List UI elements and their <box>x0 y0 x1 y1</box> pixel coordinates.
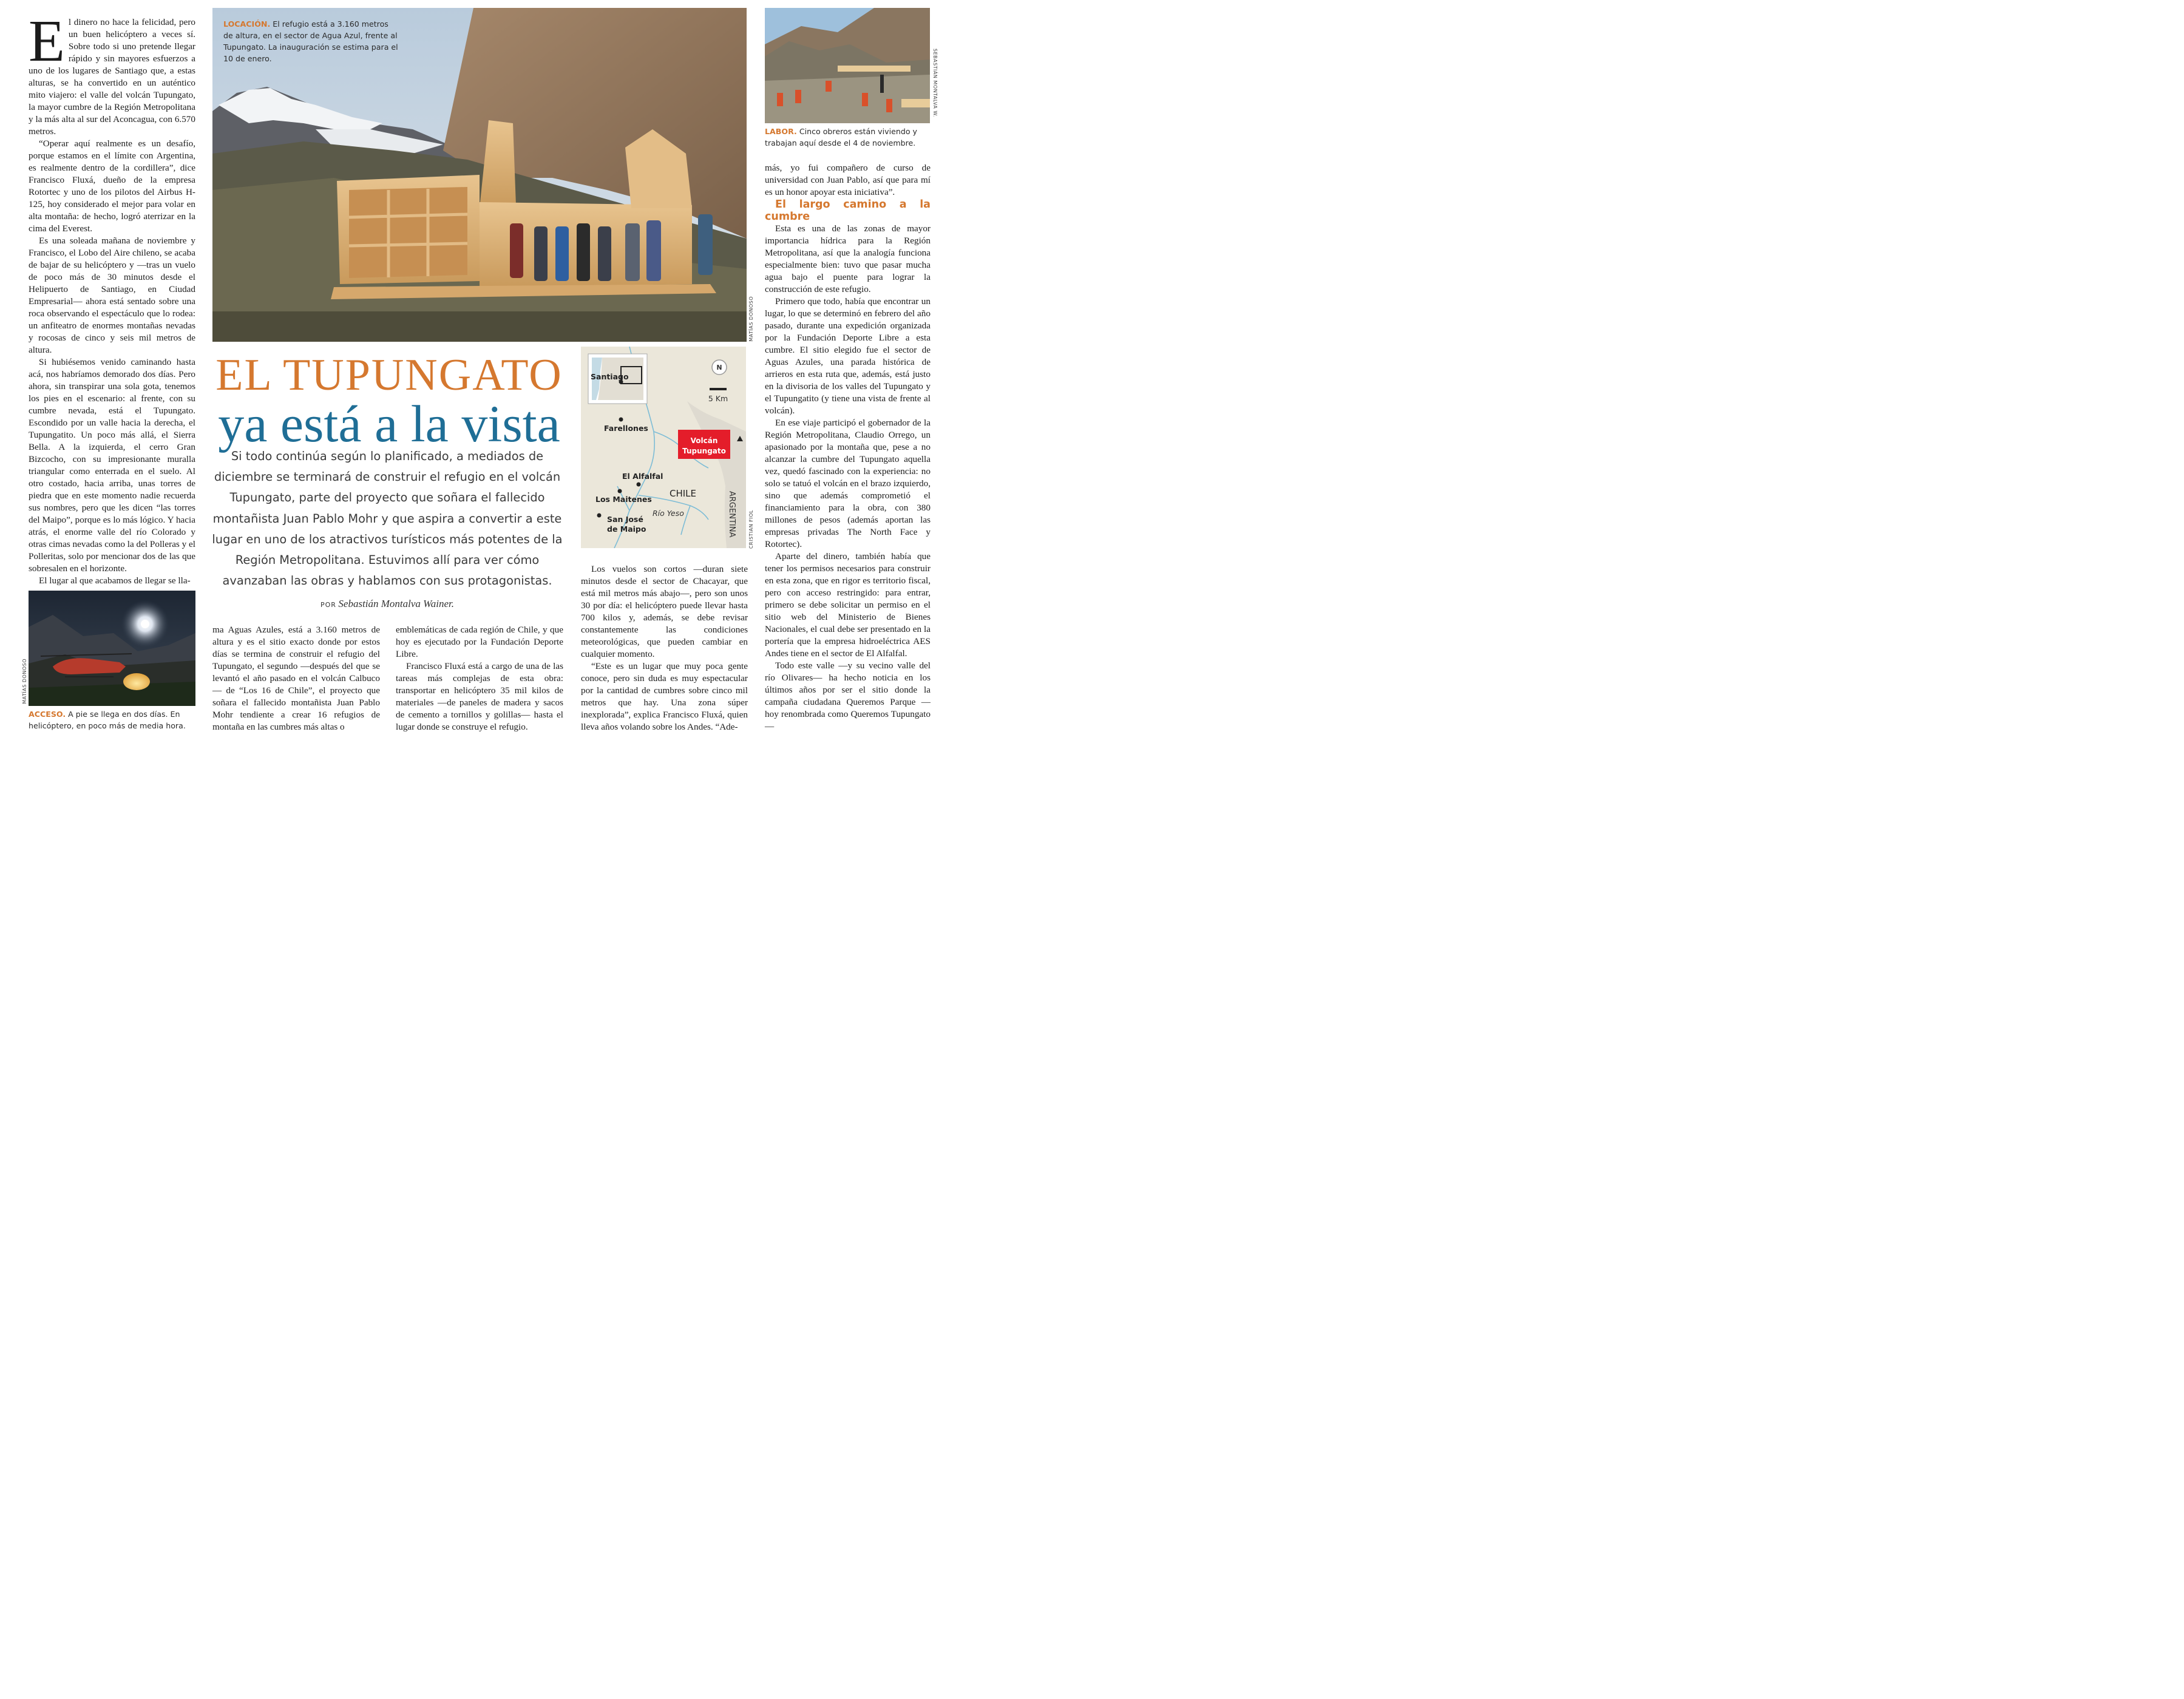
map-label-rio-yeso: Río Yeso <box>653 509 684 518</box>
article-column-1 <box>29 8 195 587</box>
map-label-alfalfal: El Alfalfal <box>622 472 663 481</box>
map-label-maitenes: Los Maitenes <box>595 495 652 504</box>
body-paragraph: “Operar aquí realmente es un desafío, porque estamos en el límite con Argentina, es realmente dentro de la cordillera”, dice Francisco Fluxá, dueño de la empresa Rotortec y uno de los pilotos del Airbus H-125, hoy considerado el mejor para volar en alta montaña: de hecho, logró aterrizar en la cima del Everest. <box>29 138 195 234</box>
top-right-photo-caption <box>765 126 930 149</box>
map-label-chile: CHILE <box>670 488 697 499</box>
caption-text: A pie se llega en dos días. En helicóptero, en poco más de media hora. <box>29 710 186 730</box>
night-helicopter-photo <box>29 591 195 706</box>
map-label-santiago: Santiago <box>591 372 629 381</box>
body-paragraph: Francisco Fluxá está a cargo de una de las tareas más complejas de esta obra: transportar en helicóptero 35 mil kilos de materiales —de paneles de madera y sacos de cemento a tornillos y golillas— hasta el lugar donde se construye el refugio. <box>396 661 563 732</box>
map-credit: CRISTIAN FIOL <box>748 510 754 549</box>
body-paragraph: El lugar al que acabamos de llegar se lla- <box>39 575 191 586</box>
lead-paragraph: Si todo continúa según lo planificado, a mediados de diciembre se terminará de construir el refugio en el volcán Tupungato, parte del proyecto que soñara el fallecido montañista Juan Pablo Mohr y que aspira a convertir a este lugar en uno de los atractivos turísticos más potentes de la Región Metropolitana. Estuvimos allí para ver cómo avanzaban las obras y hablamos con sus protagonistas. <box>212 449 563 588</box>
map-label-volcan: Volcán <box>690 436 718 445</box>
article-column-4 <box>581 563 748 733</box>
body-paragraph: emblemáticas de cada región de Chile, y que hoy es ejecutado por la Fundación Deporte Libre. <box>396 625 563 659</box>
body-paragraph: Si hubiésemos venido caminando hasta acá, nos habríamos demorado dos días. Pero ahora, sin transpirar una sola gota, tenemos los pies en el escenario: al frente, con su cumbre nevada, está el Tupungato. Escondido por un valle hacia la derecha, el Tupungatito. Un poco más allá, el Sierra Bella. A la izquierda, el cerro Gran Bizcocho, con su impresionante muralla triangular como enterrada en el suelo. Al otro costado, hacia arriba, unas torres de piedra que en este momento nadie recuerda sus nombres, pero que les dicen “las torres del Maipo”, porque es lo más lógico. Y hacia atrás, el enorme valle del río Colorado y otras cimas nevadas como la del Polleras y el Polleritas, solo por mencionar dos de las que sobresalen en el horizonte. <box>29 357 195 574</box>
headline-line-1: EL TUPUNGATO <box>215 350 563 400</box>
headline-line-2: ya está a la vista <box>218 395 560 453</box>
body-paragraph: Primero que todo, había que encontrar un lugar, lo que se determinó en febrero del año pasado, durante una expedición organizada por la Fundación Deporte Libre a esta cumbre. El sitio elegido fue el sector de Aguas Azules, una parada histórica de arrieros en esta ruta que, además, está justo en la divisoria de los valles del Tupungato y el Tupungatito (y tiene una vista de frente al volcán). <box>765 296 931 416</box>
article-column-3 <box>396 624 563 733</box>
byline-prefix: POR <box>320 601 336 609</box>
map-scale-label: 5 Km <box>708 394 728 403</box>
caption-label: LABOR. <box>765 127 797 136</box>
caption-text: El refugio está a 3.160 metros de altura, en el sector de Agua Azul, frente al Tupungato. La inauguración se estima para el 10 de enero. <box>223 19 398 63</box>
map-label-de-maipo: de Maipo <box>607 524 646 534</box>
top-right-photo-credit: SEBASTIÁN MONTALVA W. <box>932 49 938 117</box>
body-paragraph: Aparte del dinero, también había que tener los permisos necesarios para construir en esta zona, que en rigor es territorio fiscal, pero con acceso restringido: para entrar, primero se debe solicitar un permiso en el sitio web del Ministerio de Bienes Nacionales, el cual debe ser presentado en la portería que la empresa hidroeléctrica AES Andes tiene en el sector de El Alfalfal. <box>765 551 931 659</box>
body-paragraph: ma Aguas Azules, está a 3.160 metros de altura y es el sitio exacto donde por estos días se termina de construir el refugio del Tupungato, el segundo —después del que se levantó el año pasado en el volcán Calbuco— de “Los 16 de Chile”, el proyecto que soñara el fallecido montañista Juan Pablo Mohr tendiente a crear 16 refugios de montaña en las cumbres más altas o <box>212 625 380 732</box>
body-paragraph: Esta es una de las zonas de mayor importancia hídrica para la Región Metropolitana, así que la analogía funciona especialmente bien: tuvo que pasar mucha agua bajo el puente para lograr la construcción de este refugio. <box>765 223 931 294</box>
caption-label: LOCACIÓN. <box>223 19 271 29</box>
main-photo-caption <box>223 18 399 64</box>
opening-paragraph: El dinero no hace la felicidad, pero un buen helicóptero a veces sí. Sobre todo si uno pretende llegar rápido y sin mayores esfuerzos a uno de los lugares de Santiago que, a estas alturas, se ha convertido en un auténtico mito viajero: el valle del volcán Tupungato, la mayor cumbre de la Región Metropolitana y la más alta al sur del Aconcagua, con 6.570 metros. <box>29 8 195 137</box>
article-column-2 <box>212 624 380 733</box>
section-subhead: El largo camino a la cumbre <box>765 198 931 223</box>
main-photo-credit: MATÍAS DONOSO <box>748 296 754 342</box>
body-paragraph: Todo este valle —y su vecino valle del río Olivares— ha hecho noticia en los últimos años por ser el sitio donde la campaña ciudadana Queremos Parque —hoy renombrada como Queremos Tupungato— <box>765 660 931 731</box>
bottom-left-photo-credit: MATÍAS DONOSO <box>22 659 27 704</box>
byline-author: Sebastián Montalva Wainer. <box>338 598 455 609</box>
body-paragraph: “Este es un lugar que muy poca gente conoce, pero sin duda es muy espectacular por la cantidad de cumbres sobre cinco mil metros que hay. Una zona súper inexplorada”, explica Francisco Fluxá, quien lleva años volando sobre los Andes. “Ade- <box>581 661 748 732</box>
drop-cap: E <box>29 8 65 74</box>
body-paragraph: Es una soleada mañana de noviembre y Francisco, el Lobo del Aire chileno, se acaba de bajar de su helicóptero y —tras un vuelo de poco más de 30 minutos desde el Helipuerto de Santiago, en Ciudad Empresarial— ahora está sentado sobre una roca observando el espectáculo que lo rodea: un anfiteatro de enormes montañas nevadas y rocosas de cinco y seis mil metros de altura. <box>29 236 195 355</box>
map-label-tupungato: Tupungato <box>682 447 726 455</box>
workers-photo <box>765 8 930 123</box>
body-paragraph: más, yo fui compañero de curso de universidad con Juan Pablo, así que para mí es un honor apoyar esta iniciativa”. <box>765 163 931 197</box>
map-label-san-jose: San José <box>607 515 643 524</box>
bottom-left-photo-caption <box>29 708 198 731</box>
location-map <box>581 347 746 548</box>
caption-label: ACCESO. <box>29 710 66 719</box>
map-label-farellones: Farellones <box>604 424 648 433</box>
body-paragraph: Los vuelos son cortos —duran siete minutos desde el sector de Chacayar, que está mil metros más abajo—, pero son unos 30 por día: el helicóptero puede llevar hasta 700 kilos y, además, se debe revisar constantemente las condiciones meteorológicas, que pueden cambiar en cualquier momento. <box>581 564 748 659</box>
byline <box>211 598 563 610</box>
map-north-label: N <box>716 364 722 371</box>
body-paragraph: En ese viaje participó el gobernador de la Región Metropolitana, Claudio Orrego, un apasionado por la montaña que, pese a no alcanzar la cumbre del Tupungato aquella vez, quedó fascinado con la experiencia: no solo se tatuó el volcán en el brazo izquierdo, sino que además comprometió el financiamiento para la obra, con 380 millones de pesos (además aportan las empresas privadas The North Face y Rotortec). <box>765 418 931 549</box>
article-column-5 <box>765 162 931 733</box>
caption-text: Cinco obreros están viviendo y trabajan aquí desde el 4 de noviembre. <box>765 127 917 148</box>
map-label-argentina: ARGENTINA <box>727 491 736 538</box>
